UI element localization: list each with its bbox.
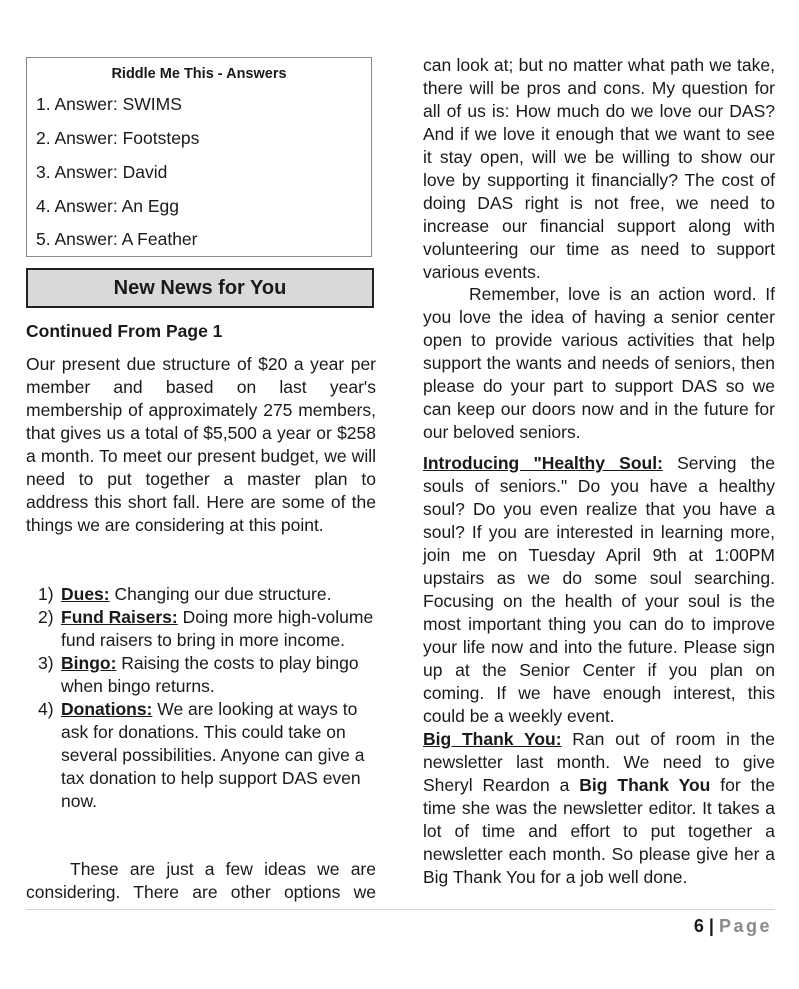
list-term: Bingo: [61, 653, 117, 673]
healthy-soul-text: Serving the souls of seniors." Do you have a healthy soul? Do you even realize that you have a soul? If you are interested in learning more, join me on Tuesday April 9th at 1:00PM upstairs as we do some soul searching. Focusing on the health of your soul is the most important thing you can do to improve your life now and into the future. Please sign up at the Senior Center if you plan on coming. If we have enough interest, this could be a weekly event. [423, 453, 775, 726]
ideas-paragraph-continued: can look at; but no matter what path we take, there will be pros and cons. My question for all of us is: How much do we love our DAS? And if we love it enough that we want to see it stay open, will we be willing to show our love by supporting it financially? The cost of doing DAS right is not free, we need to increase our financial support along with volunteering our time as need to support various events. [423, 55, 775, 282]
healthy-soul-term: Introducing "Healthy Soul: [423, 453, 663, 473]
list-number: 3) [38, 653, 54, 673]
riddle-answer-1: 1. Answer: SWIMS [36, 94, 182, 114]
riddle-answer-2: 2. Answer: Footsteps [36, 128, 200, 148]
thank-you-paragraph [423, 728, 775, 889]
list-term: Dues: [61, 584, 110, 604]
footer-page-word: Page [718, 916, 772, 936]
riddle-answer-3: 3. Answer: David [36, 162, 168, 182]
ideas-paragraph-left-text: These are just a few ideas we are considering. There are other options we [26, 859, 376, 902]
page-number: 6 [693, 916, 704, 936]
list-number: 4) [38, 699, 54, 719]
ideas-paragraph-start [26, 858, 376, 904]
list-text: Doing more high-volume fund raisers to bring in more income. [61, 607, 374, 650]
list-number: 1) [38, 584, 54, 604]
news-banner: New News for You [26, 268, 374, 308]
love-paragraph-text: Remember, love is an action word. If you love the idea of having a senior center open to provide various activities that help support the wants and needs of seniors, then please do your part to support DAS so we can keep our doors now and in the future for our beloved seniors. [423, 284, 775, 442]
footer-divider [26, 909, 775, 910]
list-number: 2) [38, 607, 54, 627]
list-item [38, 652, 376, 698]
riddle-answer-5: 5. Answer: A Feather [36, 229, 198, 249]
page-footer [694, 916, 772, 937]
riddle-title: Riddle Me This - Answers [111, 66, 287, 82]
thank-you-term: Big Thank You: [423, 729, 562, 749]
list-text: Changing our due structure. [109, 584, 332, 604]
list-item [38, 583, 376, 606]
intro-paragraph: Our present due structure of $20 a year per member and based on last year's membership of approximately 275 members, that gives us a total of $5,500 a year or $258 a month. To meet our present budget, we will need to put together a master plan to address this short fall. Here are some of the things we are considering at this point. [26, 354, 376, 535]
list-term: Fund Raisers: [61, 607, 178, 627]
thank-you-bold-phrase: Big Thank You [579, 775, 711, 795]
healthy-soul-paragraph [423, 452, 775, 728]
list-text: We are looking at ways to ask for donations. This could take on several possibilities. Anyone can give a tax donation to help support DAS even now. [61, 699, 365, 811]
list-item [38, 698, 376, 813]
love-paragraph [423, 283, 775, 444]
thank-you-text-before: Ran out of room in the newsletter last month. We need to give Sheryl Reardon a [423, 729, 775, 795]
list-text: Raising the costs to play bingo when bingo returns. [61, 653, 359, 696]
footer-separator: | [708, 916, 714, 936]
continued-heading: Continued From Page 1 [26, 321, 223, 341]
riddle-answer-4: 4. Answer: An Egg [36, 196, 180, 216]
riddle-answers-box [26, 57, 372, 257]
thank-you-text-after: for the time she was the newsletter editor. It takes a lot of time and effort to put together a newsletter each month. So please give her a Big Thank You for a job well done. [423, 775, 775, 887]
list-item [38, 606, 376, 652]
ideas-list [38, 583, 376, 813]
list-term: Donations: [61, 699, 153, 719]
